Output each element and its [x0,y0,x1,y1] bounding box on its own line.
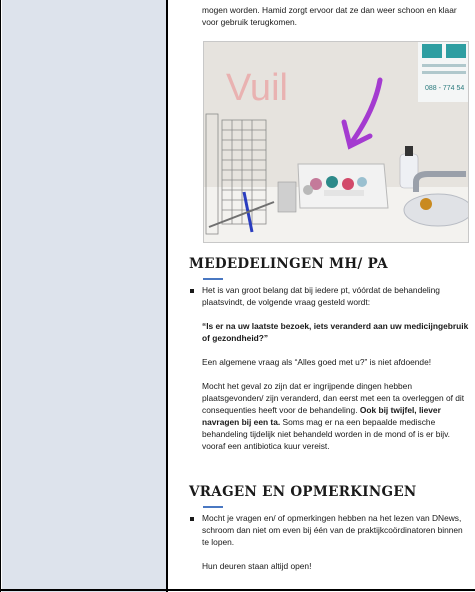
section-heading-vragen: VRAGEN EN OPMERKINGEN [189,484,417,500]
sink [404,194,468,226]
paragraph-questions: Mocht je vragen en/ of opmerkingen hebben na het lezen van DNews, schroom dan niet om even bij één van de praktijkcoördinatoren binnen te lopen. [202,513,463,547]
paragraph-intro-question: Het is van groot belang dat bij iedere pt, vóórdat de behandeling plaatsvindt, de volgende vraag gesteld wordt: [202,285,440,307]
photo-sterilization-bin [203,41,469,243]
bottom-border [1,589,475,591]
consequences-tail: Soms mag er na een bepaalde medische behandeling tijdelijk niet behandeld worden in de mond of is er bijv. vooraf een antibiotica kuur vereist. [202,417,450,451]
intro-paragraph: mogen worden. Hamid zorgt ervoor dat ze dan weer schoon en klaar voor gebruik terugkomen. [202,5,457,27]
paragraph-doors-open: Hun deuren staan altijd open! [202,561,312,571]
consequences-bold: Ook bij twijfel, liever navragen bij een ta. [202,405,441,427]
bullet-marker [190,517,194,521]
photo-illustration [204,42,468,242]
sidebar-panel [2,0,166,592]
bullet-marker [190,289,194,293]
wall-label-vuil: Vuil [226,67,288,109]
heading-accent-rule [203,506,223,508]
soiled-instruments-bin [298,164,388,208]
column-divider [166,0,168,592]
paragraph-consequences [202,380,470,452]
paragraph-question-quote: “Is er na uw laatste bezoek, iets veranderd aan uw medicijngebruik of gezondheid?” [202,321,469,343]
paragraph-general-question: Een algemene vraag als “Alles goed met u?” is niet afdoende! [202,357,432,367]
section-heading-mededelingen: MEDEDELINGEN MH/ PA [189,256,388,272]
poster-phone: 088 - 774 54 [425,85,465,92]
consequences-text: Mocht het geval zo zijn dat er ingrijpende dingen hebben plaatsgevonden/ zijn veranderd, dan eerst met een ta overleggen of dit consequenties heeft voor de behandeling. [202,381,465,415]
heading-accent-rule [203,278,223,280]
